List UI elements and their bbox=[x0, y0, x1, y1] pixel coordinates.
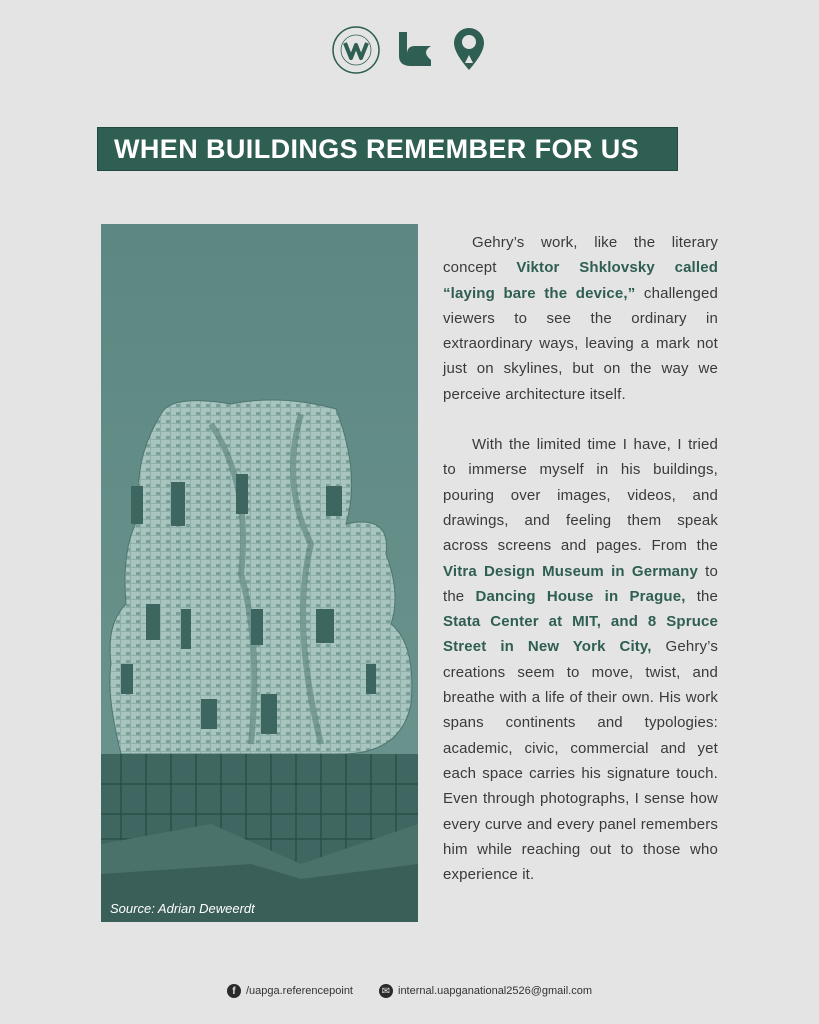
paragraph-2: With the limited time I have, I tried to immerse myself in his buildings, pouring over images, videos, and drawings, and feeling them speak across screens and pages. From the Vitra Design Museum in Germany to the Dancing House in Prague, the Stata Center at MIT, and 8 Spruce Street in New York City, Gehry’s creations seem to move, twist, and breathe with a life of their own. His work spans continents and typologies: academic, civic, commercial and yet each space carries his signature touch. Even through photographs, I sense how every curve and every panel remembers him while reaching out to those who experience it. bbox=[443, 436, 719, 884]
image-caption: Source: Adrian Deweerdt bbox=[110, 901, 255, 916]
facebook-icon: f bbox=[227, 984, 241, 998]
footer bbox=[0, 984, 819, 998]
chapter-monogram-logo bbox=[391, 26, 439, 74]
location-pin-logo bbox=[449, 25, 489, 75]
building-photo bbox=[101, 224, 418, 922]
paragraph-1: Gehry’s work, like the literary concept Viktor Shklovsky called “laying bare the device,” challenged viewers to see the ordinary in extraordinary ways, leaving a mark not just on skylines, but on the way we perceive architecture itself. bbox=[443, 234, 719, 403]
title-banner bbox=[98, 128, 677, 170]
header-logos bbox=[0, 24, 819, 76]
facebook-link[interactable]: f /uapga.referencepoint bbox=[227, 984, 353, 998]
email-icon: ✉ bbox=[379, 984, 393, 998]
uap-seal-logo bbox=[331, 25, 381, 75]
building-illustration bbox=[101, 224, 418, 922]
page-title: WHEN BUILDINGS REMEMBER FOR US bbox=[114, 133, 639, 164]
email-link[interactable]: ✉ internal.uapganational2526@gmail.com bbox=[379, 984, 592, 998]
article-body bbox=[443, 230, 718, 887]
